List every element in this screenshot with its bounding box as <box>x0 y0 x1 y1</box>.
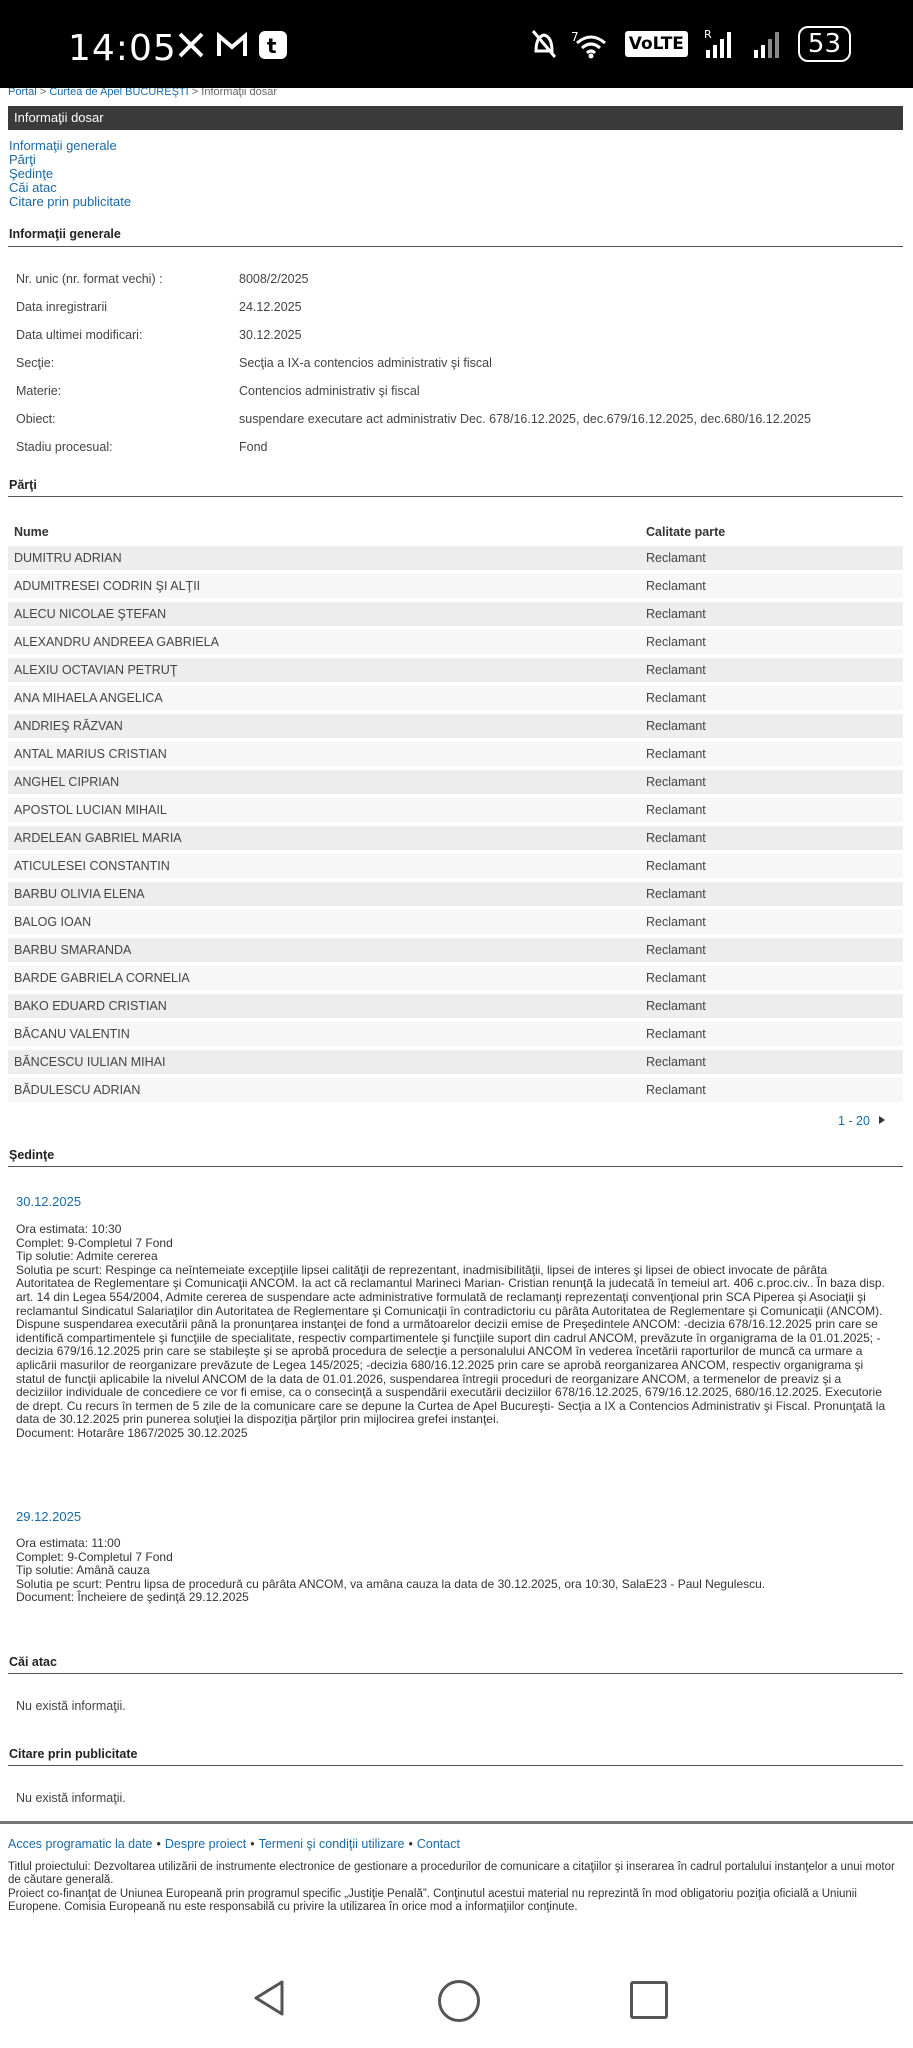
party-name: ANGHEL CIPRIAN <box>8 770 640 794</box>
column-header-nume: Nume <box>14 525 49 539</box>
footer-link-about[interactable]: Despre proiect <box>164 1837 247 1851</box>
footer-links: Acces programatic la date • Despre proiect • Termeni şi condiţii utilizare • Contact <box>8 1837 460 1851</box>
volte-badge: VoLTE <box>625 31 688 57</box>
signal-icon <box>702 28 736 60</box>
parti-table <box>8 518 903 1106</box>
sedinta-date-link[interactable]: 29.12.2025 <box>16 1509 82 1524</box>
divider <box>8 1765 903 1766</box>
party-role: Reclamant <box>640 1050 903 1074</box>
toc-link-sedinte[interactable]: Şedinţe <box>9 166 54 181</box>
party-role: Reclamant <box>640 602 903 626</box>
section-title-cai-atac: Căi atac <box>9 1655 57 1669</box>
table-row <box>8 1022 903 1046</box>
page-title: Informaţii dosar <box>8 106 903 130</box>
toc-link-parti[interactable]: Părţi <box>9 152 36 167</box>
party-role: Reclamant <box>640 910 903 934</box>
sedinta-details <box>16 1223 886 1441</box>
party-role: Reclamant <box>640 574 903 598</box>
table-row <box>8 826 903 850</box>
sedinta-document: Document: Încheiere de şedinţă 29.12.2025 <box>16 1590 249 1605</box>
empty-message: Nu există informaţii. <box>16 1699 126 1713</box>
party-role: Reclamant <box>640 798 903 822</box>
sedinta-date-link[interactable]: 30.12.2025 <box>16 1194 82 1209</box>
party-role: Reclamant <box>640 714 903 738</box>
status-bar <box>0 0 913 88</box>
party-name: ALECU NICOLAE ŞTEFAN <box>8 602 640 626</box>
party-name: BĂCANU VALENTIN <box>8 1022 640 1046</box>
battery-icon: 53 <box>798 26 851 62</box>
sedinta-ora: Ora estimata: 10:30 <box>16 1222 122 1236</box>
sedinta-ora: Ora estimata: 11:00 <box>16 1536 121 1550</box>
breadcrumb-portal[interactable]: Portal <box>8 88 37 98</box>
party-role: Reclamant <box>640 686 903 710</box>
party-role: Reclamant <box>640 966 903 990</box>
empty-message: Nu există informaţii. <box>16 1791 126 1805</box>
table-header-row <box>8 522 903 542</box>
table-of-contents <box>9 139 131 209</box>
sedinta-solutie: Solutia pe scurt: Respinge ca neîntemeiate excepţiile lipsei calităţii de reprezentant, inadmisibilităţii, lipsei de interes şi lipsei de obiect invocate de pârâta Autoritatea de Reglementare şi Comunicaţii ANCOM. Ia act că reclamantul Marineci Marian- Cristian renunţă la judecată în temeiul art. 406 c.proc.civ.. În baza disp. art. 14 din Legea 554/2004, Admite cererea de suspendare acte administrative formulată de reclamanţi reprezentaţi convenţional prin SCA Piperea şi Asociaţii şi reclamantul Sindicatul Salariaţilor din Autoritatea de Reglementare şi Comunicaţii în contradictoriu cu pârâta Autoritatea de Reglementare şi Comunicaţii (ANCOM). Dispune suspendarea executării până la pronunţarea instanţei de fond a următoarelor decizii emise de Preşedintele ANCOM: -decizia 678/16.12.2025 prin care se identifică compartimentele şi funcţiile de specialitate, respectiv compartimentele şi funcţiile suport din cadrul ANCOM, prevăzute în organigrama de la 01.01.2025; -decizia 679/16.12.2025 prin care se stabileşte şi se aprobă procedura de selecţie a personalului ANCOM în vederea încetării raporturilor de muncă ca urmare a aplicării masurilor de reorganizare prevăzute de Legea 145/2025; -decizia 680/16.12.2025 prin care se aprobă reorganizarea ANCOM, respectiv organigrama şi statul de funcţii aplicabile la nivelul ANCOM de la data de 01.01.2026, suspendarea întregii proceduri de reorganizare ANCOM, a termenelor de preaviz şi a deciziilor individuale de concediere ce vor fi emise, ca o consecinţă a suspendării executării deciziilor 678/16.12.2025, 679/16.12.2025, 680/16.12.2025. Executorie de drept. Cu recurs în termen de 5 zile de la comunicare care se depune la Curtea de Apel Bucureşti- Secţia a IX a Contencios Administrativ şi Fiscal. Pronunţată la data de 30.12.2025 prin punerea soluţiei la dispoziţia părţilor prin mijlocirea grefei instanţei. <box>16 1262 886 1427</box>
table-row <box>8 630 903 654</box>
table-row <box>8 910 903 934</box>
table-row <box>8 770 903 794</box>
party-name: ALEXANDRU ANDREEA GABRIELA <box>8 630 640 654</box>
table-row <box>8 714 903 738</box>
table-row <box>8 658 903 682</box>
party-name: ANTAL MARIUS CRISTIAN <box>8 742 640 766</box>
section-title-sedinte: Şedinţe <box>9 1148 55 1162</box>
breadcrumb: Portal > Curtea de Apel BUCUREŞTI > Informaţii dosar <box>8 88 278 98</box>
table-row <box>8 854 903 878</box>
section-title-general: Informaţii generale <box>9 227 121 241</box>
party-role: Reclamant <box>640 882 903 906</box>
party-name: BĂDULESCU ADRIAN <box>8 1078 640 1102</box>
footer-divider <box>0 1821 913 1824</box>
divider <box>8 1166 903 1167</box>
sedinta-complet: Complet: 9-Completul 7 Fond <box>16 1235 173 1250</box>
footer-link-api[interactable]: Acces programatic la date <box>8 1837 153 1851</box>
status-time: 14:05 <box>68 28 177 69</box>
svg-text:t: t <box>267 34 277 58</box>
party-name: BAKO EDUARD CRISTIAN <box>8 994 640 1018</box>
footer-disclaimer: Proiect co-finanţat de Uniunea Europeană prin programul specific „Justiţie Penală”. Conţinutul acestui material nu reprezintă în mod obligatoriu poziţia oficială a Uniunii Europene. Comisia Europeană nu este responsabilă cu privire la utilizarea în orice mod a informaţiilor conţinute. <box>8 1887 857 1914</box>
party-name: BARDE GABRIELA CORNELIA <box>8 966 640 990</box>
table-row <box>8 686 903 710</box>
chevron-right-icon[interactable] <box>877 1115 887 1125</box>
x-icon <box>176 30 206 60</box>
party-role: Reclamant <box>640 658 903 682</box>
sedinta-document: Document: Hotarâre 1867/2025 30.12.2025 <box>16 1425 248 1440</box>
home-icon[interactable] <box>438 1980 480 2022</box>
toc-link-general[interactable]: Informaţii generale <box>9 138 117 153</box>
party-role: Reclamant <box>640 938 903 962</box>
party-role: Reclamant <box>640 826 903 850</box>
party-name: DUMITRU ADRIAN <box>8 546 640 570</box>
party-role: Reclamant <box>640 1022 903 1046</box>
party-role: Reclamant <box>640 630 903 654</box>
footer-project-title: Titlul proiectului: Dezvoltarea utilizării de instrumente electronice de gestionare a procedurilor de comunicare a citaţiilor şi inserarea în cadrul portalului instanţelor a unui motor de căutare generală. <box>8 1861 895 1887</box>
pagination[interactable] <box>838 1114 887 1128</box>
table-row <box>8 602 903 626</box>
table-row <box>8 1078 903 1102</box>
table-row <box>8 1050 903 1074</box>
sedinta-complet: Complet: 9-Completul 7 Fond <box>16 1549 173 1564</box>
party-role: Reclamant <box>640 994 903 1018</box>
footer-text <box>8 1861 903 1915</box>
wifi-icon <box>571 29 611 59</box>
sedinta-tip-solutie: Tip solutie: Admite cererea <box>16 1249 158 1264</box>
party-role: Reclamant <box>640 742 903 766</box>
breadcrumb-current: Informaţii dosar <box>201 88 278 98</box>
pagination-range: 1 - 20 <box>838 1114 870 1128</box>
party-name: ANA MIHAELA ANGELICA <box>8 686 640 710</box>
table-row <box>8 798 903 822</box>
breadcrumb-court[interactable]: Curtea de Apel BUCUREŞTI <box>49 88 189 98</box>
table-row <box>8 742 903 766</box>
table-row <box>8 882 903 906</box>
table-row <box>8 994 903 1018</box>
party-role: Reclamant <box>640 546 903 570</box>
toc-link-cai-atac[interactable]: Căi atac <box>9 180 57 195</box>
party-name: BĂNCESCU IULIAN MIHAI <box>8 1050 640 1074</box>
section-title-citare: Citare prin publicitate <box>9 1747 138 1761</box>
column-header-calitate: Calitate parte <box>646 525 726 539</box>
party-role: Reclamant <box>640 854 903 878</box>
sedinta-details <box>16 1537 886 1605</box>
divider <box>8 1673 903 1674</box>
table-row <box>8 966 903 990</box>
footer-link-terms[interactable]: Termeni şi condiţii utilizare <box>258 1837 405 1851</box>
party-role: Reclamant <box>640 1078 903 1102</box>
footer-link-contact[interactable]: Contact <box>416 1837 460 1851</box>
svg-text:R: R <box>703 28 712 41</box>
party-name: BARBU OLIVIA ELENA <box>8 882 640 906</box>
gmail-icon <box>216 32 248 58</box>
mute-icon <box>531 29 557 59</box>
table-row <box>8 574 903 598</box>
divider <box>8 496 903 497</box>
svg-text:7: 7 <box>570 30 579 44</box>
party-name: BALOG IOAN <box>8 910 640 934</box>
table-row <box>8 546 903 570</box>
toc-link-citare[interactable]: Citare prin publicitate <box>9 194 132 209</box>
party-role: Reclamant <box>640 770 903 794</box>
navigation-bar <box>0 1968 913 2048</box>
party-name: ANDRIEŞ RĂZVAN <box>8 714 640 738</box>
sedinta-solutie: Solutia pe scurt: Pentru lipsa de procedură cu pârâta ANCOM, va amâna cauza la data de 30.12.2025, ora 10:30, SalaE23 - Paul Negulescu. <box>16 1576 766 1591</box>
tumblr-icon <box>258 30 288 60</box>
divider <box>8 246 903 247</box>
party-name: ALEXIU OCTAVIAN PETRUŢ <box>8 658 640 682</box>
section-title-parti: Părţi <box>9 478 37 492</box>
party-name: ADUMITRESEI CODRIN ŞI ALŢII <box>8 574 640 598</box>
party-name: APOSTOL LUCIAN MIHAIL <box>8 798 640 822</box>
table-row <box>8 938 903 962</box>
signal-icon-2 <box>750 28 784 60</box>
recent-apps-icon[interactable] <box>630 1981 668 2019</box>
sedinta-tip-solutie: Tip solutie: Amână cauza <box>16 1563 150 1578</box>
party-name: ARDELEAN GABRIEL MARIA <box>8 826 640 850</box>
party-name: ATICULESEI CONSTANTIN <box>8 854 640 878</box>
back-icon[interactable] <box>250 1978 290 2018</box>
party-name: BARBU SMARANDA <box>8 938 640 962</box>
